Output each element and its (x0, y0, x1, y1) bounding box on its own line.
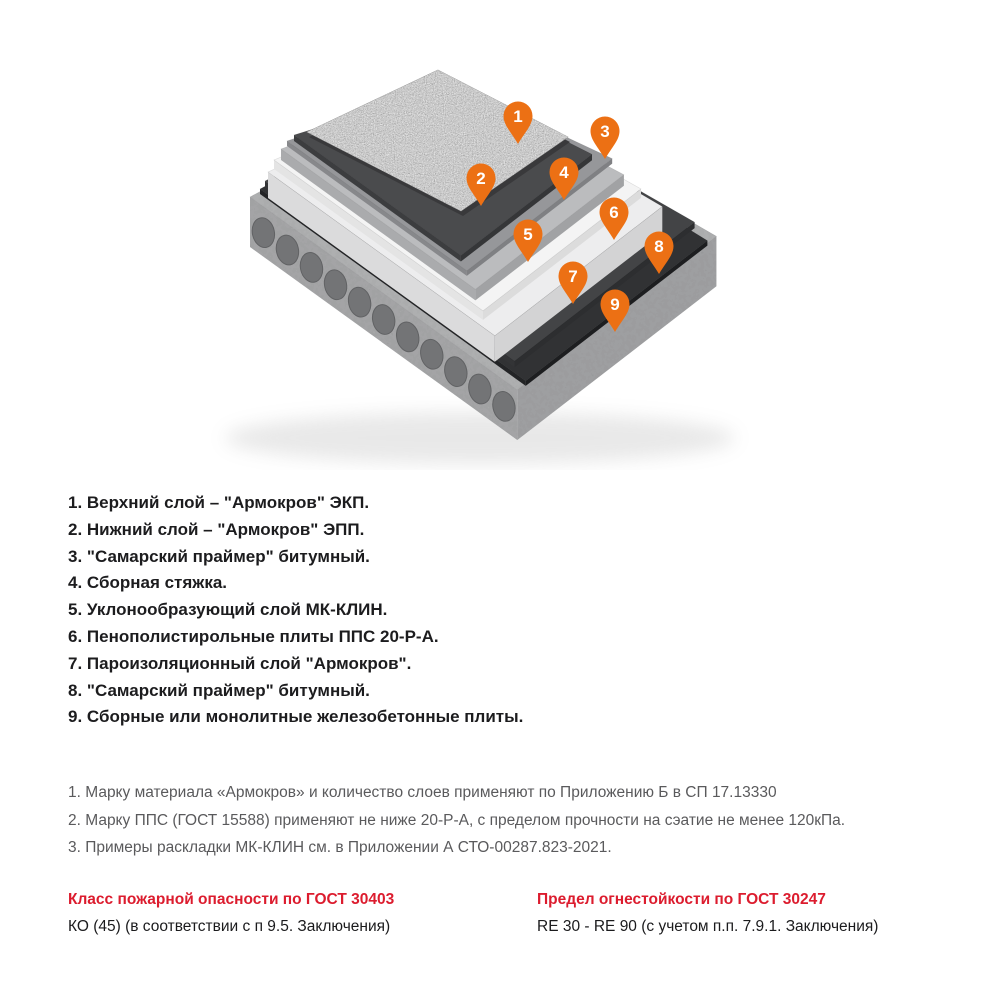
legend-item: 4. Сборная стяжка. (68, 573, 228, 593)
fire-limit-heading: Предел огнестойкости по ГОСТ 30247 (537, 891, 826, 908)
pin-number: 3 (600, 122, 610, 141)
legend-item: 7. Пароизоляционный слой "Армокров". (68, 653, 412, 673)
pin-number: 9 (610, 295, 620, 314)
note-item: 1. Марку материала «Армокров» и количество слоев применяют по Приложению Б в СП 17.13330 (68, 784, 777, 801)
notes-list (68, 779, 845, 862)
layer-legend (68, 490, 523, 731)
legend-item: 5. Уклонообразующий слой МК-КЛИН. (68, 600, 388, 620)
legend-item: 2. Нижний слой – "Армокров" ЭПП. (68, 519, 365, 539)
fire-class-value: КО (45) (в соответствии с п 9.5. Заключения) (68, 918, 391, 935)
roof-layers-diagram (0, 0, 1000, 470)
pin-number: 8 (654, 237, 664, 256)
fire-limit-value: RE 30 - RE 90 (с учетом п.п. 7.9.1. Заключения) (537, 918, 879, 935)
legend-item: 9. Сборные или монолитные железобетонные плиты. (68, 707, 524, 727)
note-item: 3. Примеры раскладки МК-КЛИН см. в Приложении А СТО-00287.823-2021. (68, 839, 612, 856)
legend-item: 8. "Самарский праймер" битумный. (68, 680, 370, 700)
pin-number: 7 (568, 267, 578, 286)
note-item: 2. Марку ППС (ГОСТ 15588) применяют не ниже 20-Р-А, с пределом прочности на сэатие не менее 120кПа. (68, 811, 846, 829)
fire-class-heading: Класс пожарной опасности по ГОСТ 30403 (68, 891, 395, 908)
fire-class-block (68, 891, 394, 936)
legend-item: 6. Пенополистирольные плиты ППС 20-Р-А. (68, 626, 439, 646)
pin-number: 1 (513, 107, 523, 126)
stack-shadow (225, 412, 735, 464)
pin-number: 6 (609, 203, 619, 222)
legend-item: 3. "Самарский праймер" битумный. (68, 546, 370, 566)
pin-number: 2 (476, 169, 486, 188)
fire-limit-block (537, 891, 878, 936)
pin-number: 5 (523, 225, 533, 244)
pin-number: 4 (559, 163, 569, 182)
legend-item: 1. Верхний слой – "Армокров" ЭКП. (68, 493, 370, 512)
